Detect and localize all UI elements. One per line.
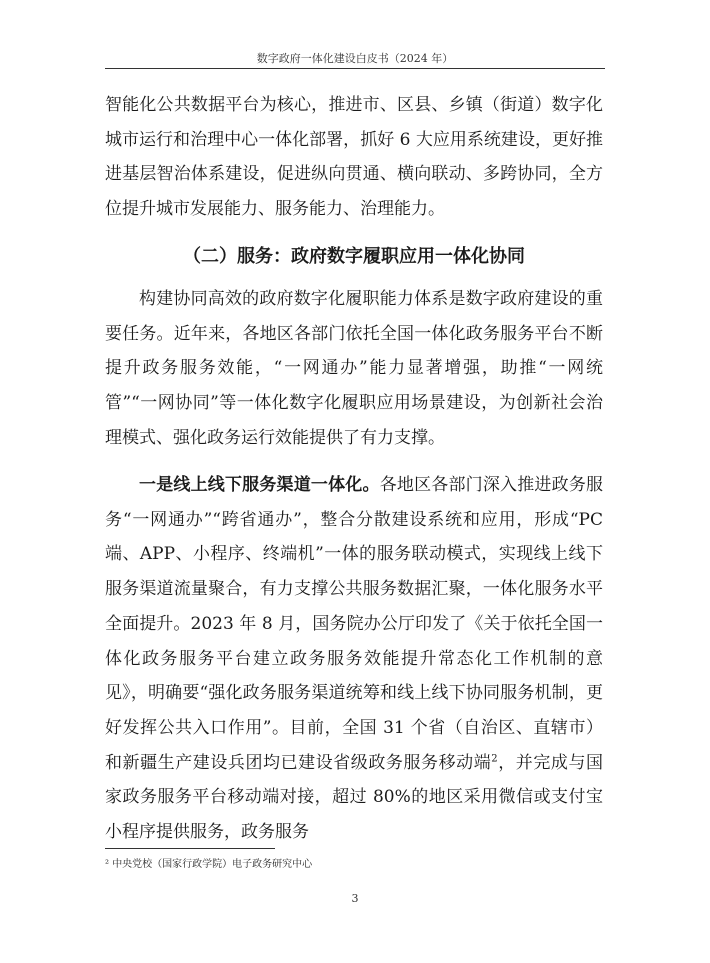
paragraph-3-tail: ，并完成与国家政务服务平台移动端对接，超过 80%的地区采用微信或支付宝小程序提供服务，政务服务 [105, 752, 604, 843]
paragraph-1: 智能化公共数据平台为核心，推进市、区县、乡镇（街道）数字化城市运行和治理中心一体化部署，抓好 6 大应用系统建设，更好推进基层智治体系建设，促进纵向贯通、横向联动、多跨协同，全方位提升城市发展能力、服务能力、治理能力。 [105, 95, 603, 220]
paragraph-2: 构建协同高效的政府数字化履职能力体系是数字政府建设的重要任务。近年来，各地区各部门依托全国一体化政务服务平台不断提升政务服务效能，“一网通办”能力显著增强，助推“一网统管”“一网协同”等一体化数字化履职应用场景建设，为创新社会治理模式、强化政务运行效能提供了有力支撑。 [105, 289, 603, 448]
paragraph-3-text: 各地区各部门深入推进政务服务“一网通办”“跨省通办”，整合分散建设系统和应用，形成“PC 端、APP、小程序、终端机”一体的服务联动模式，实现线上线下服务渠道流量聚合，有力支撑公共服务数据汇聚，一体化服务水平全面提升。2023 年 8 月，国务院办公厅印发了《关于依托全国一体化政务服务平台建立政务服务效能提升常态化工作机制的意见》，明确要“强化政务服务渠道统筹和线上线下协同服务机制，更好发挥公共入口作用”。目前，全国 31 个省（自治区、直辖市）和新疆生产建设兵团均已建设省级政务服务移动端 [105, 475, 604, 773]
footnote: ² 中央党校（国家行政学院）电子政务研究中心 [105, 859, 313, 870]
section-heading: （二）服务：政府数字履职应用一体化协同 [183, 246, 525, 267]
running-header: 数字政府一体化建设白皮书（2024 年） [256, 52, 454, 65]
paragraph-3 [105, 468, 603, 850]
footnote-ref[interactable]: 2 [491, 752, 498, 764]
paragraph-3-lead: 一是线上线下服务渠道一体化。 [139, 475, 380, 495]
footnote-divider [105, 848, 275, 849]
page-number: 3 [351, 892, 359, 905]
header-divider [105, 68, 605, 69]
